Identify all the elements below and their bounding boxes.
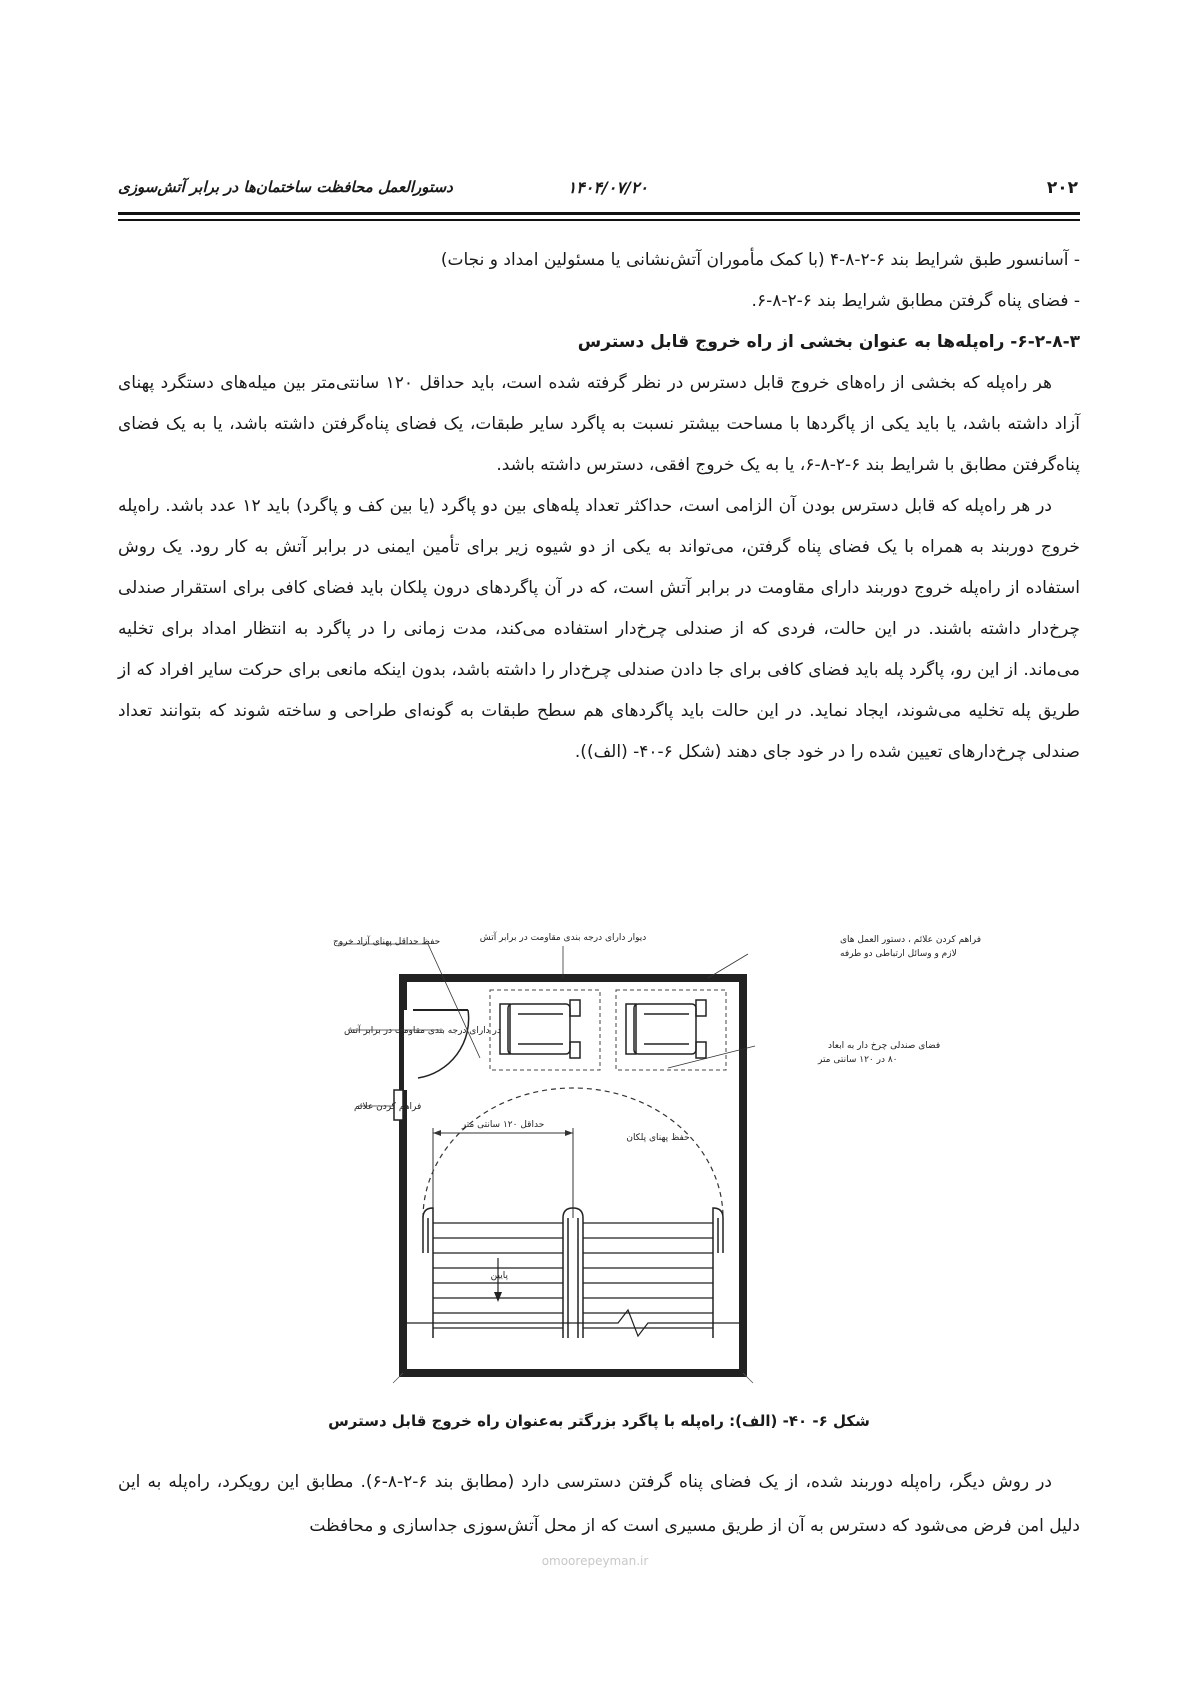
paragraph: در هر راه‌پله که قابل دسترس بودن آن الزامی است، حداکثر تعداد پله‌های بین دو پاگرد (یا بین کف و پاگرد) باید ۱۲ عدد باشد. راه‌پله خروج دوربند به همراه با یک فضای پناه گرفتن، می‌تواند به یکی از دو شیوه زیر برای تأمین ایمنی در برابر آتش به کار رود. یک روش استفاده از راه‌پله خروج دوربند دارای مقاومت در برابر آتش است، که در آن پاگردهای درون پلکان باید فضای کافی برای استقرار صندلی چرخ‌دار داشته باشند. در این حالت، فردی که از صندلی چرخ‌دار استفاده می‌کند، مدت زمانی را در پاگرد به انتظار امداد برای تخلیه می‌ماند. از این رو، پاگرد پله باید فضای کافی برای جا دادن صندلی چرخ‌دار را داشته باشد، بدون اینکه مانعی برای حرکت سایر افراد که از طریق پله تخلیه می‌شوند، ایجاد نماید. در این حالت باید پاگردهای هم سطح طبقات به گونه‌ای طراحی و ساخته شوند که بتوانند تعداد صندلی چرخ‌دارهای تعیین شده را در خود جای دهند (شکل ۶-۴۰- (الف)). <box>118 496 1080 762</box>
figure-caption: شکل ۶- ۴۰- (الف): راه‌پله با پاگرد بزرگتر به‌عنوان راه خروج قابل دسترس <box>328 1412 870 1430</box>
label-min-width: حداقل ۱۲۰ سانتی متر <box>461 1120 545 1130</box>
label-signage: فراهم کردن علائم <box>354 1102 422 1112</box>
label-signage-top-2: لازم و وسائل ارتباطی دو طرفه <box>840 949 957 959</box>
stair-diagram-figure <box>218 918 982 1388</box>
paragraph: هر راه‌پله که بخشی از راه‌های خروج قابل دسترس در نظر گرفته شده است، باید حداقل ۱۲۰ سانتی‌متر بین میله‌های دستگرد پهنای آزاد داشته باشد، یا باید یکی از پاگردها با مساحت بیشتر نسبت به پاگرد سایر طبقات، یک فضای پناه‌گرفتن داشته باشد، یا به یک فضای پناه‌گرفتن مطابق با شرایط بند ۶-۲-۸-۶، یا به یک خروج افقی، دسترس داشته باشد. <box>118 373 1080 475</box>
bullet-item: - آسانسور طبق شرایط بند ۶-۲-۸-۴ (با کمک مأموران آتش‌نشانی یا مسئولین امداد و نجات) <box>440 250 1080 270</box>
page-header <box>118 178 1078 208</box>
door-opening <box>404 1010 412 1090</box>
bullet-item: - فضای پناه گرفتن مطابق شرایط بند ۶-۲-۸-۶. <box>751 291 1080 311</box>
label-wall: دیوار دارای درجه بندی مقاومت در برابر آتش <box>479 933 647 943</box>
label-wheelchair-2: ۸۰ در ۱۲۰ سانتی متر <box>818 1055 898 1065</box>
label-wheelchair-1: فضای صندلی چرخ دار به ابعاد <box>828 1041 941 1051</box>
paragraph: در روش دیگر، راه‌پله دوربند شده، از یک فضای پناه گرفتن دسترسی دارد (مطابق بند ۶-۲-۸-۶). مطابق این رویکرد، راه‌پله به این دلیل امن فرض می‌شود که دسترس به آن از طریق مسیری است که از محل آتش‌سوزی جداسازی و محافظت <box>118 1472 1080 1536</box>
label-door: در دارای درجه بندی مقاومت در برابر آتش <box>344 1026 501 1036</box>
handrails <box>423 1208 723 1338</box>
main-content-continued <box>118 1460 1080 1548</box>
door-swing <box>418 1010 469 1078</box>
watermark: omoorepeyman.ir <box>541 1554 649 1568</box>
header-rule-thin <box>118 219 1080 221</box>
stair-diagram <box>218 918 982 1388</box>
stair-treads <box>433 1223 713 1328</box>
label-down: پایین <box>490 1271 508 1281</box>
page-number: ۲۰۲ <box>1046 178 1078 198</box>
header-rule-thick <box>118 212 1080 215</box>
wheelchair-icon <box>500 1000 580 1058</box>
wheelchair-icon <box>626 1000 706 1058</box>
header-date: ۱۴۰۴/۰۷/۲۰ <box>567 178 648 197</box>
wheelchair-space <box>490 990 600 1070</box>
label-clear-width: حفظ حداقل پهنای آزاد خروج <box>333 937 441 947</box>
break-line <box>403 1310 743 1336</box>
label-stair-width: حفظ پهنای پلکان <box>626 1133 690 1143</box>
wheelchair-space <box>616 990 726 1070</box>
section-heading: ۶-۲-۸-۳- راه‌پله‌ها به عنوان بخشی از راه خروج قابل دسترس <box>577 332 1080 352</box>
header-title: دستورالعمل محافظت ساختمان‌ها در برابر آتش‌سوزی <box>118 178 453 196</box>
label-signage-top-1: فراهم کردن علائم ، دستور العمل های <box>840 935 982 945</box>
main-content <box>118 240 1080 773</box>
